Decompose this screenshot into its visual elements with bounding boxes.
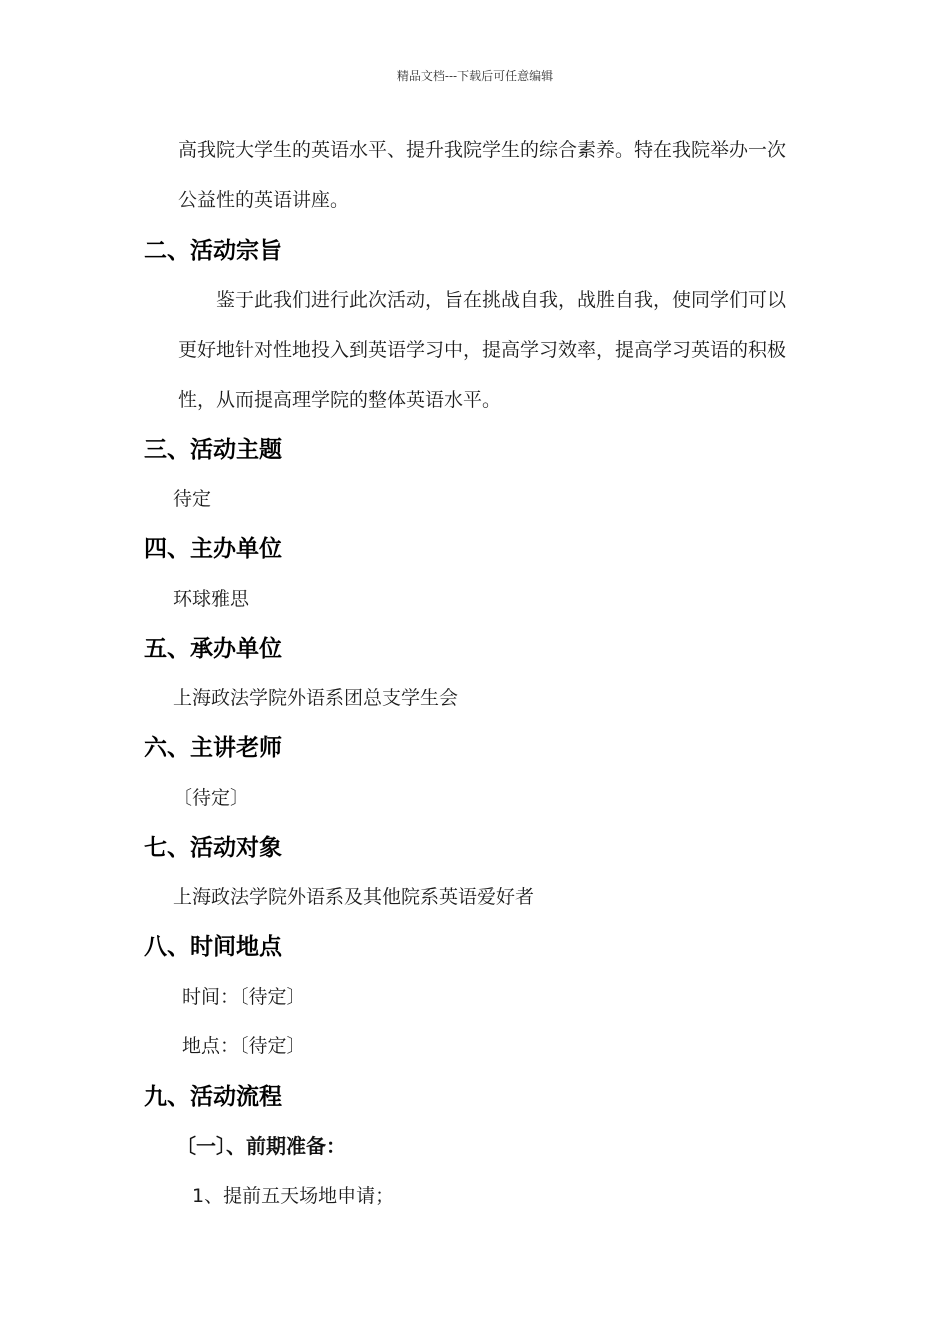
heading-co-organizer: 五、承办单位 [144, 636, 282, 662]
co-organizer-body: 上海政法学院外语系团总支学生会 [173, 687, 459, 709]
theme-body: 待定 [173, 488, 212, 510]
page-header: 精品文档---下载后可任意编辑 [396, 69, 554, 83]
heading-organizer: 四、主办单位 [144, 536, 282, 562]
process-sub-1: 〔一〕、前期准备： [176, 1134, 346, 1158]
intro-line-2: 公益性的英语讲座。 [178, 189, 350, 211]
intro-line-1: 高我院大学生的英语水平、提升我院学生的综合素养。特在我院举办一次 [178, 139, 787, 161]
time-line: 时间：〔待定〕 [182, 986, 306, 1008]
purpose-line-3: 性，从而提高理学院的整体英语水平。 [178, 389, 502, 411]
heading-speaker: 六、主讲老师 [144, 735, 282, 761]
place-line: 地点：〔待定〕 [182, 1035, 306, 1057]
purpose-line-1: 鉴于此我们进行此次活动，旨在挑战自我，战胜自我，使同学们可以 [216, 289, 787, 311]
heading-time-place: 八、时间地点 [144, 934, 282, 960]
audience-body: 上海政法学院外语系及其他院系英语爱好者 [173, 886, 535, 908]
heading-theme: 三、活动主题 [144, 437, 282, 463]
heading-purpose: 二、活动宗旨 [144, 238, 282, 264]
speaker-body: 〔待定〕 [173, 787, 250, 809]
process-item-1: 1、提前五天场地申请； [192, 1185, 395, 1207]
heading-process: 九、活动流程 [144, 1084, 282, 1110]
purpose-line-2: 更好地针对性地投入到英语学习中，提高学习效率，提高学习英语的积极 [178, 339, 787, 361]
organizer-body: 环球雅思 [173, 588, 250, 610]
heading-audience: 七、活动对象 [144, 835, 282, 861]
